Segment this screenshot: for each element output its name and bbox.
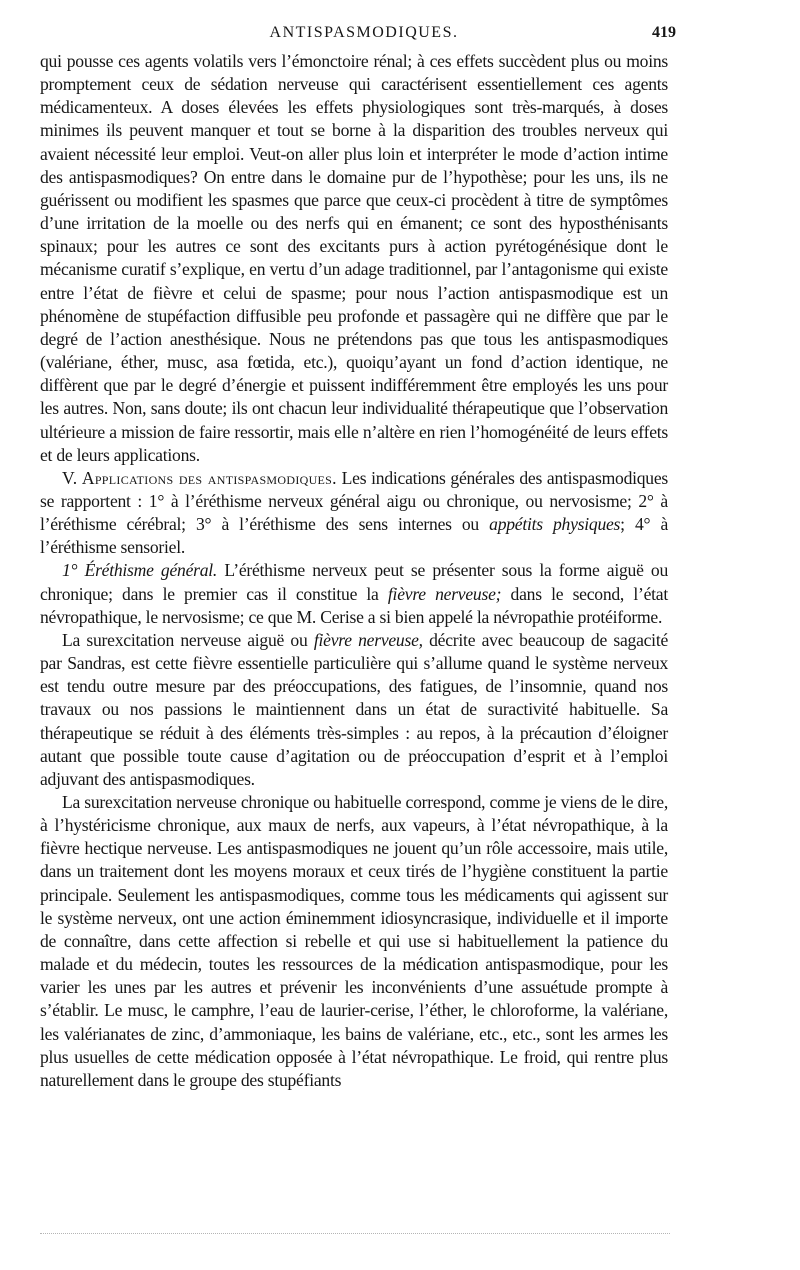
paragraph-surexcitation-aigue	[40, 629, 668, 791]
paragraph-text: ; 4° à l’éréthisme sensoriel.	[40, 514, 668, 558]
section-heading-applications: V. Applications des antispasmodiques.	[62, 467, 337, 488]
paragraph-text: dans le second, l’état névropathique, le nervosisme; ce que M. Cerise a si bien appelé la névropathie protéiforme.	[40, 583, 668, 627]
paragraph-surexcitation-chronique: La surexcitation nerveuse chronique ou habituelle correspond, comme je viens de le dire, à l’hystéricisme chronique, aux maux de nerfs, aux vapeurs, à l’état névropathique, à la fièvre hectique nerveuse. Les antispasmodiques ne jouent qu’un rôle accessoire, mais utile, dans un traitement dont les moyens moraux et ceux tirés de l’hygiène constituent la partie principale. Seulement les antispasmodiques, comme tous les médicaments qui agissent sur le système nerveux, ont une action éminemment idiosyncrasique, individuelle et il importe de connaître, dans cette affection si rebelle et qui use si habituellement la patience du malade et du médecin, toutes les ressources de la médication antispasmodique, pour les varier les unes par les autres et prévenir les inconvénients d’une assuétude prompte à s’établir. Le musc, le camphre, l’eau de laurier-cerise, l’éther, le chloroforme, la valériane, les valérianates de zinc, d’ammoniaque, les bains de valériane, etc., etc., sont les armes les plus usuelles de cette médication opposée à l’état névropathique. Le froid, qui rentre plus naturellement dans le groupe des stupéfiants	[40, 792, 668, 1090]
paragraph-continued: qui pousse ces agents volatils vers l’émonctoire rénal; à ces effets succèdent plus ou moins promptement ceux de sédation nerveuse qui caractérisent essentiellement ces agents médicamenteux. A doses élevées les effets physiologiques sont très-marqués, à doses minimes ils peuvent manquer et tout se borne à la disparition des troubles nerveux qui avaient nécessité leur emploi. Veut-on aller plus loin et interpréter le mode d’action intime des antispasmodiques? On entre dans le domaine pur de l’hypothèse; pour les uns, ils ne guérissent ou modifient les spasmes que parce que ceux-ci procèdent à titre de symptômes d’une irritation de la moelle ou des nerfs qui en émanent; ce sont des hyposthénisants spinaux; pour les autres ce sont des excitants purs à action pyrétogénésique dont le mécanisme curatif s’explique, en vertu d’un adage traditionnel, par l’antagonisme qui existe entre l’état de fièvre et celui de spasme; pour nous l’action antispasmodique est un phénomène de stupéfaction diffusible peu profonde et passagère qui ne diffère que par le degré de l’action anesthésique. Nous ne prétendons pas que tous les antispasmodiques (valériane, éther, musc, asa fœtida, etc.), quoiqu’ayant un fond d’action identique, ne diffèrent que par le degré d’énergie et puissent indifféremment être employés les uns pour les autres. Non, sans doute; ils ont chacun leur individualité thérapeutique que l’observation ultérieure a mission de faire ressortir, mais elle n’altère en rien l’homogénéité de leurs effets et de leurs applications.	[40, 51, 668, 465]
italic-term: appétits physiques	[489, 514, 621, 535]
italic-term: fièvre nerveuse;	[387, 583, 502, 604]
running-title: ANTISPASMODIQUES.	[269, 24, 459, 41]
running-head	[40, 20, 676, 50]
paragraph-applications	[40, 467, 668, 560]
paragraph-erethisme-general	[40, 559, 668, 628]
page-number: 419	[652, 24, 676, 41]
book-page	[40, 20, 676, 1092]
page-bottom-rule	[40, 1233, 670, 1234]
subsection-heading-erethisme-general: 1° Éréthisme général.	[62, 560, 218, 581]
paragraph-text: Les indications générales des antispasmodiques se rapportent : 1° à l’éréthisme nerveux général aigu ou chronique, ou nervosisme; 2° à l’éréthisme cérébral; 3° à l’éréthisme des sens internes ou	[40, 467, 669, 535]
paragraph-text: La surexcitation nerveuse aiguë ou	[62, 629, 314, 650]
paragraph-text: L’éréthisme nerveux peut se présenter sous la forme aiguë ou chronique; dans le premier cas il constitue la	[40, 560, 669, 604]
body-text	[40, 50, 668, 1092]
paragraph-text: décrite avec beaucoup de sagacité par Sandras, est cette fièvre essentielle particulière qui s’allume quand le système nerveux est tendu outre mesure par des préoccupations, des fatigues, de l’insomnie, quand nos travaux ou nos passions le maintiennent dans un état de suractivité habituelle. Sa thérapeutique se réduit à des éléments très-simples : au repos, à la précaution d’éloigner autant que possible toute cause d’agitation ou de préoccupation d’esprit et à l’emploi adjuvant des antispasmodiques.	[40, 629, 669, 789]
italic-term: fièvre nerveuse,	[313, 629, 423, 650]
